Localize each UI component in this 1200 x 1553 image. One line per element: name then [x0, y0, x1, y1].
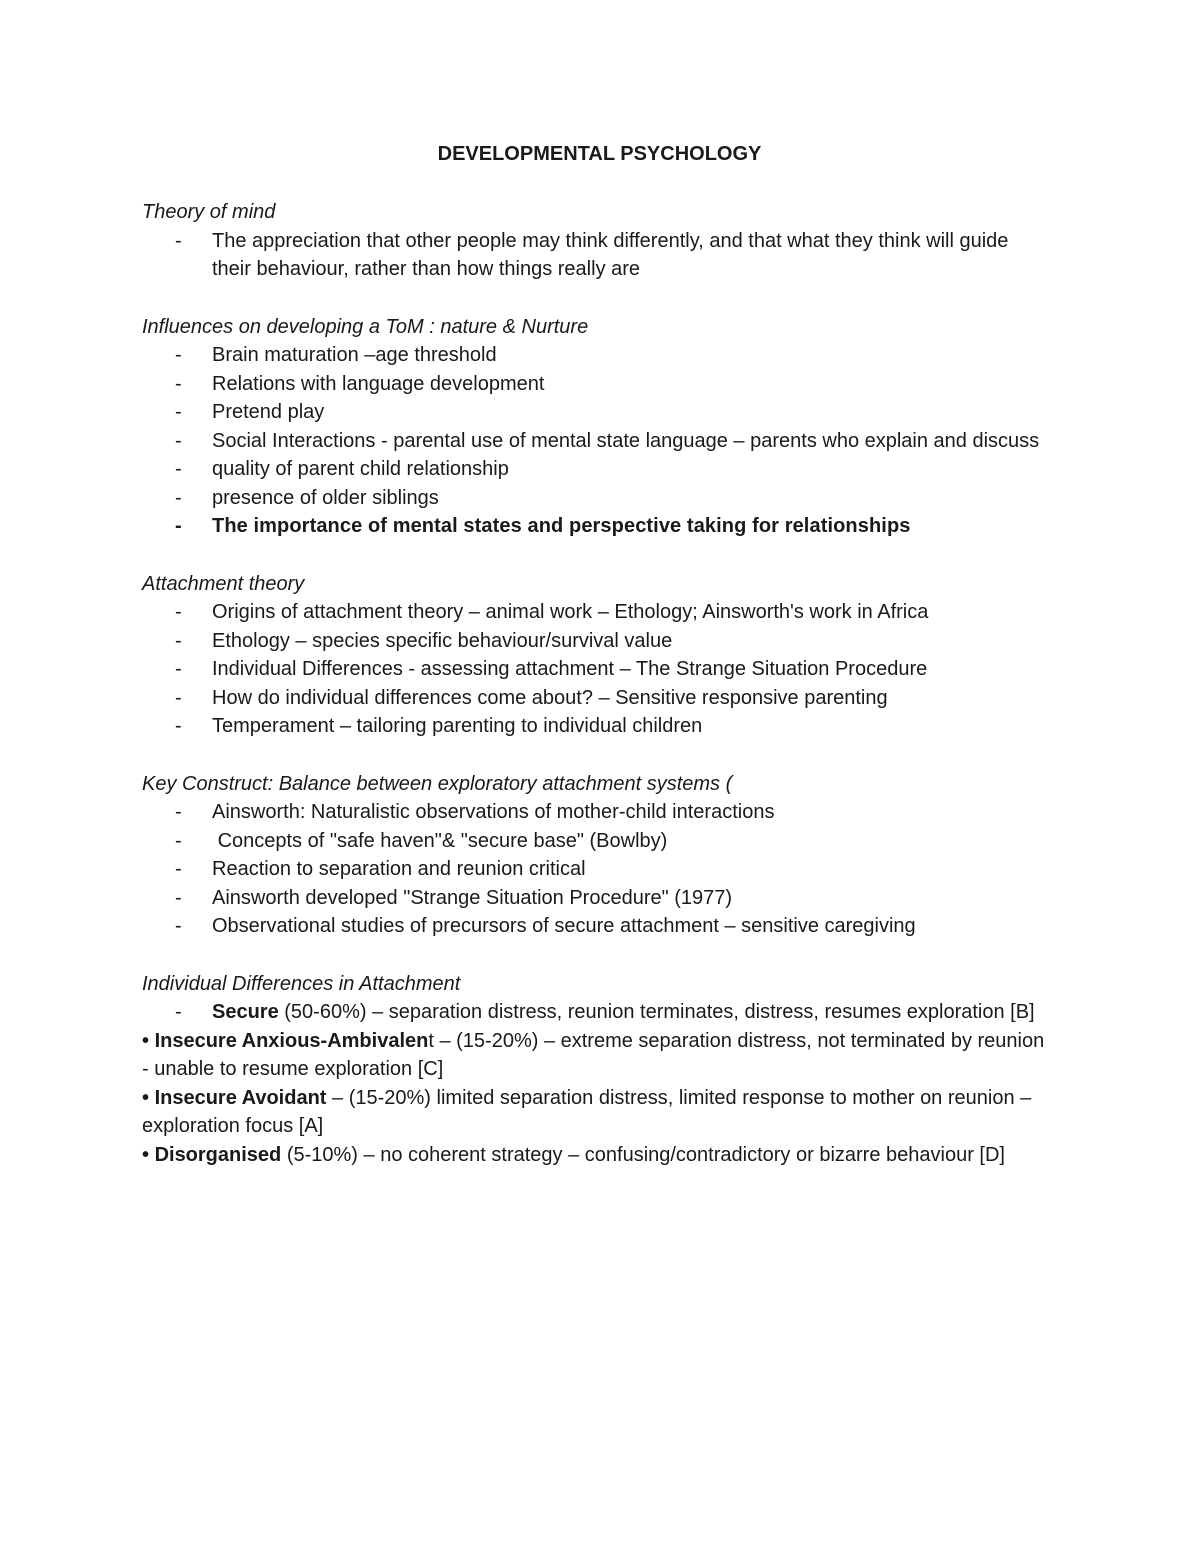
dash-marker: -: [175, 658, 182, 680]
dash-marker: -: [175, 829, 182, 852]
term-description: t – (15-20%) – extreme separation distress, not terminated by reunion - unable to resume exploration [C]: [142, 1029, 1045, 1080]
list-item-text: Individual Differences - assessing attachment – The Strange Situation Procedure: [212, 658, 928, 680]
document-title: DEVELOPMENTAL PSYCHOLOGY: [437, 143, 762, 165]
list-item: [142, 798, 1047, 827]
dash-list: [142, 998, 1047, 1027]
section-heading: Theory of mind: [142, 201, 276, 223]
list-item-text: Ainsworth: Naturalistic observations of mother-child interactions: [212, 801, 775, 823]
list-item: [142, 998, 1047, 1027]
list-item-text: Ethology – species specific behaviour/survival value: [212, 629, 673, 652]
list-item: [142, 827, 1047, 856]
list-item: [142, 627, 1047, 656]
term-avoidant: Insecure Avoidant: [154, 1086, 327, 1109]
list-item-text: Brain maturation –age threshold: [212, 344, 497, 366]
dash-marker: -: [175, 344, 182, 366]
list-item-text: Reaction to separation and reunion critical: [212, 858, 586, 880]
section-influences: [142, 313, 1047, 541]
list-item: [142, 884, 1047, 913]
dash-marker: -: [175, 372, 182, 395]
term-description: (5-10%) – no coherent strategy – confusing/contradictory or bizarre behaviour [D]: [281, 1143, 1005, 1166]
bullet-symbol: •: [142, 1029, 155, 1052]
list-item: [142, 484, 1047, 513]
bullet-symbol: •: [142, 1086, 155, 1109]
list-item: [142, 598, 1047, 627]
dash-marker: -: [175, 715, 182, 737]
list-item-emphasis: [142, 512, 1047, 541]
section-attachment-theory: [142, 570, 1047, 741]
dash-marker: -: [175, 515, 182, 537]
list-item: [142, 227, 1047, 284]
list-item: [142, 398, 1047, 427]
section-heading: Individual Differences in Attachment: [142, 972, 461, 995]
dash-marker: -: [175, 858, 182, 880]
section-heading: Key Construct: Balance between exploratory attachment systems (: [142, 772, 733, 795]
list-item-text: Observational studies of precursors of secure attachment – sensitive caregiving: [212, 915, 916, 937]
list-item: [142, 427, 1047, 456]
list-item: [142, 655, 1047, 684]
list-item-text: How do individual differences come about? – Sensitive responsive parenting: [212, 686, 888, 709]
dash-marker: -: [175, 915, 182, 937]
list-item: [142, 455, 1047, 484]
list-item-text: Pretend play: [212, 401, 325, 423]
bullet-paragraph: [142, 1141, 1047, 1170]
section-heading: Influences on developing a ToM : nature & Nurture: [142, 315, 589, 338]
list-item-text: The importance of mental states and perspective taking for relationships: [212, 515, 911, 537]
section-theory-of-mind: [142, 198, 1047, 284]
dash-list: [142, 598, 1047, 741]
bullet-symbol: •: [142, 1143, 155, 1166]
list-item-text: Temperament – tailoring parenting to individual children: [212, 715, 703, 737]
list-item: [142, 341, 1047, 370]
list-item-text: Social Interactions - parental use of mental state language – parents who explain and discuss: [212, 429, 1040, 452]
dash-marker: -: [175, 629, 182, 652]
list-item: [142, 370, 1047, 399]
dash-marker: -: [175, 458, 182, 480]
dash-list: [142, 341, 1047, 541]
term-disorganised: Disorganised: [154, 1143, 282, 1166]
list-item: [142, 684, 1047, 713]
section-individual-differences: [142, 970, 1047, 1170]
dash-marker: -: [175, 801, 182, 823]
dash-marker: -: [175, 886, 182, 909]
dash-list: [142, 798, 1047, 941]
term-description: – (15-20%) limited separation distress, limited response to mother on reunion – exploration focus [A]: [142, 1086, 1032, 1137]
dash-marker: -: [175, 401, 182, 423]
dash-marker: -: [175, 601, 182, 623]
bullet-paragraph: [142, 1027, 1047, 1084]
list-item-text: Relations with language development: [212, 372, 545, 395]
list-item: [142, 912, 1047, 941]
dash-marker: -: [175, 686, 182, 709]
list-item: [142, 855, 1047, 884]
list-item-text: presence of older siblings: [212, 486, 439, 509]
section-heading: Attachment theory: [142, 572, 305, 595]
list-item-text: Origins of attachment theory – animal work – Ethology; Ainsworth's work in Africa: [212, 601, 929, 623]
section-key-construct: [142, 770, 1047, 941]
term-description: (50-60%) – separation distress, reunion terminates, distress, resumes exploration [B]: [278, 1001, 1035, 1023]
dash-marker: -: [175, 429, 182, 452]
dash-marker: -: [175, 229, 182, 252]
bullet-paragraph: [142, 1084, 1047, 1141]
term-secure: Secure: [212, 1001, 279, 1023]
list-item-text: quality of parent child relationship: [212, 458, 509, 480]
dash-list: [142, 227, 1047, 284]
list-item-text: The appreciation that other people may think differently, and that what they think will guide their behaviour, rather than how things really are: [212, 229, 1009, 280]
list-item-text: Ainsworth developed "Strange Situation Procedure" (1977): [212, 886, 733, 909]
dash-marker: -: [175, 1001, 182, 1023]
term-anxious-ambivalent: Insecure Anxious-Ambivalen: [154, 1029, 429, 1052]
list-item: [142, 712, 1047, 741]
document-page: [142, 140, 1047, 1198]
list-item-text: Concepts of "safe haven"& "secure base" (Bowlby): [212, 829, 668, 852]
dash-marker: -: [175, 486, 182, 509]
